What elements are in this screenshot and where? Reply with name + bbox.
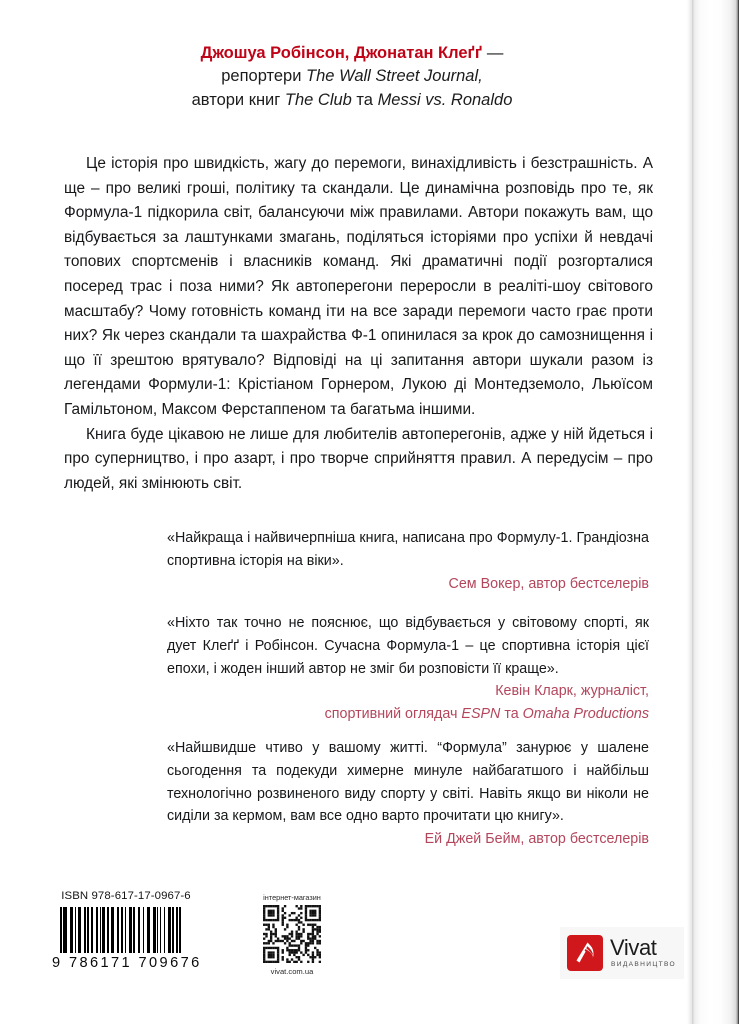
wsj-title: The Wall Street Journal, bbox=[306, 67, 483, 86]
author-dash: — bbox=[482, 44, 504, 62]
testimonial-3-text: «Найшвидше чтиво у вашому житті. “Формула” занурює у шалене сьогодення та подекуди химерне минуле найбагатшого і найбільш технологічно розвиненого виду спорту у світі. Навіть якщо ви ніколи не сиділи за кермом, вам все одно варто прочитати цю книгу». bbox=[167, 740, 649, 825]
authors-header bbox=[64, 42, 640, 112]
books-line bbox=[64, 89, 640, 112]
omaha-productions-name: Omaha Productions bbox=[522, 706, 649, 723]
reporters-line bbox=[64, 65, 640, 88]
testimonial-1-text: «Найкраща і найвичерпніша книга, написана про Формулу-1. Грандіозна спортивна історія на віки». bbox=[167, 530, 649, 569]
testimonial-1 bbox=[167, 527, 649, 595]
attribution-role: спортивний оглядач bbox=[324, 706, 462, 723]
espn-name: ESPN bbox=[461, 706, 501, 723]
qr-code-image[interactable] bbox=[263, 905, 321, 963]
authors-line bbox=[64, 42, 640, 65]
testimonial-2-attribution-line-1: Кевін Кларк, журналіст, bbox=[495, 683, 649, 700]
testimonial-2 bbox=[167, 612, 649, 726]
publisher-wordmark bbox=[610, 937, 676, 969]
testimonial-2-attribution-line-2 bbox=[167, 703, 649, 726]
isbn-barcode-block bbox=[52, 890, 200, 971]
description-paragraph-2: Книга буде цікавою не лише для любителів автоперегонів, адже у ній йдеться і про суперництво, і про азарт, і про творче сприйняття правил. А передусім – про людей, які змінюють світ. bbox=[64, 425, 653, 492]
book-title-messi-vs-ronaldo: Messi vs. Ronaldo bbox=[377, 90, 513, 109]
qr-caption-url: vivat.com.ua bbox=[270, 967, 314, 976]
testimonial-2-text: «Ніхто так точно не пояснює, що відбувається у світовому спорті, як дует Клеґґ і Робінсон. Сучасна Формула-1 – це спортивна історія цієї епохи, і жоден інший автор не зміг би розповісти її краще». bbox=[167, 615, 649, 677]
publisher-name: Vivat bbox=[610, 935, 657, 961]
book-description bbox=[64, 152, 653, 496]
author-names: Джошуа Робінсон, Джонатан Клеґґ bbox=[200, 44, 483, 62]
books-conjunction: та bbox=[351, 90, 378, 109]
book-spine bbox=[692, 0, 739, 1024]
attribution-conjunction: та bbox=[500, 706, 523, 723]
qr-caption-store: інтернет-магазин bbox=[263, 893, 321, 902]
description-paragraph-1: Це історія про швидкість, жагу до перемоги, винахідливість і безстрашність. А ще – про великі гроші, політику та скандали. Це динамічна розповідь про те, як Формула-1 підкорила світ, балансуючи між правилами. Автори покажуть вам, що відбувається за лаштунками змагань, поділяться історіями про успіхи й невдачі топових спортсменів і власників команд. Які драматичні події розгорталися посеред трас і поза ними? Як автоперегони переросли в реаліті-шоу світового масштабу? Чому готовність команд іти на все заради перемоги часто грає проти них? Як через скандали та шахрайства Ф-1 опинилася за крок до самознищення і що її зрештою врятувало? Відповіді на ці запитання автори шукали разом із легендами Формули-1: Крістіаном Горнером, Лукою ді Монтедземоло, Льюїсом Гамільтоном, Максом Ферстаппеном та багатьма іншими. bbox=[64, 155, 653, 418]
testimonial-3-attribution: Ей Джей Бейм, автор бестселерів bbox=[424, 831, 649, 848]
reporters-prefix: репортери bbox=[221, 67, 307, 86]
isbn-label: ISBN 978-617-17-0967-6 bbox=[61, 890, 191, 902]
testimonial-3 bbox=[167, 737, 649, 851]
barcode-digits: 9 786171 709676 bbox=[52, 955, 202, 971]
barcode-bars bbox=[60, 907, 192, 953]
vivat-feather-icon bbox=[567, 935, 603, 971]
publisher-logo bbox=[561, 928, 683, 978]
testimonial-1-attribution: Сем Вокер, автор бестселерів bbox=[448, 575, 649, 592]
books-prefix: автори книг bbox=[191, 90, 285, 109]
book-title-the-club: The Club bbox=[284, 90, 352, 109]
qr-code-block[interactable] bbox=[246, 893, 338, 976]
publisher-subtitle: ВИДАВНИЦТВО bbox=[611, 961, 676, 969]
